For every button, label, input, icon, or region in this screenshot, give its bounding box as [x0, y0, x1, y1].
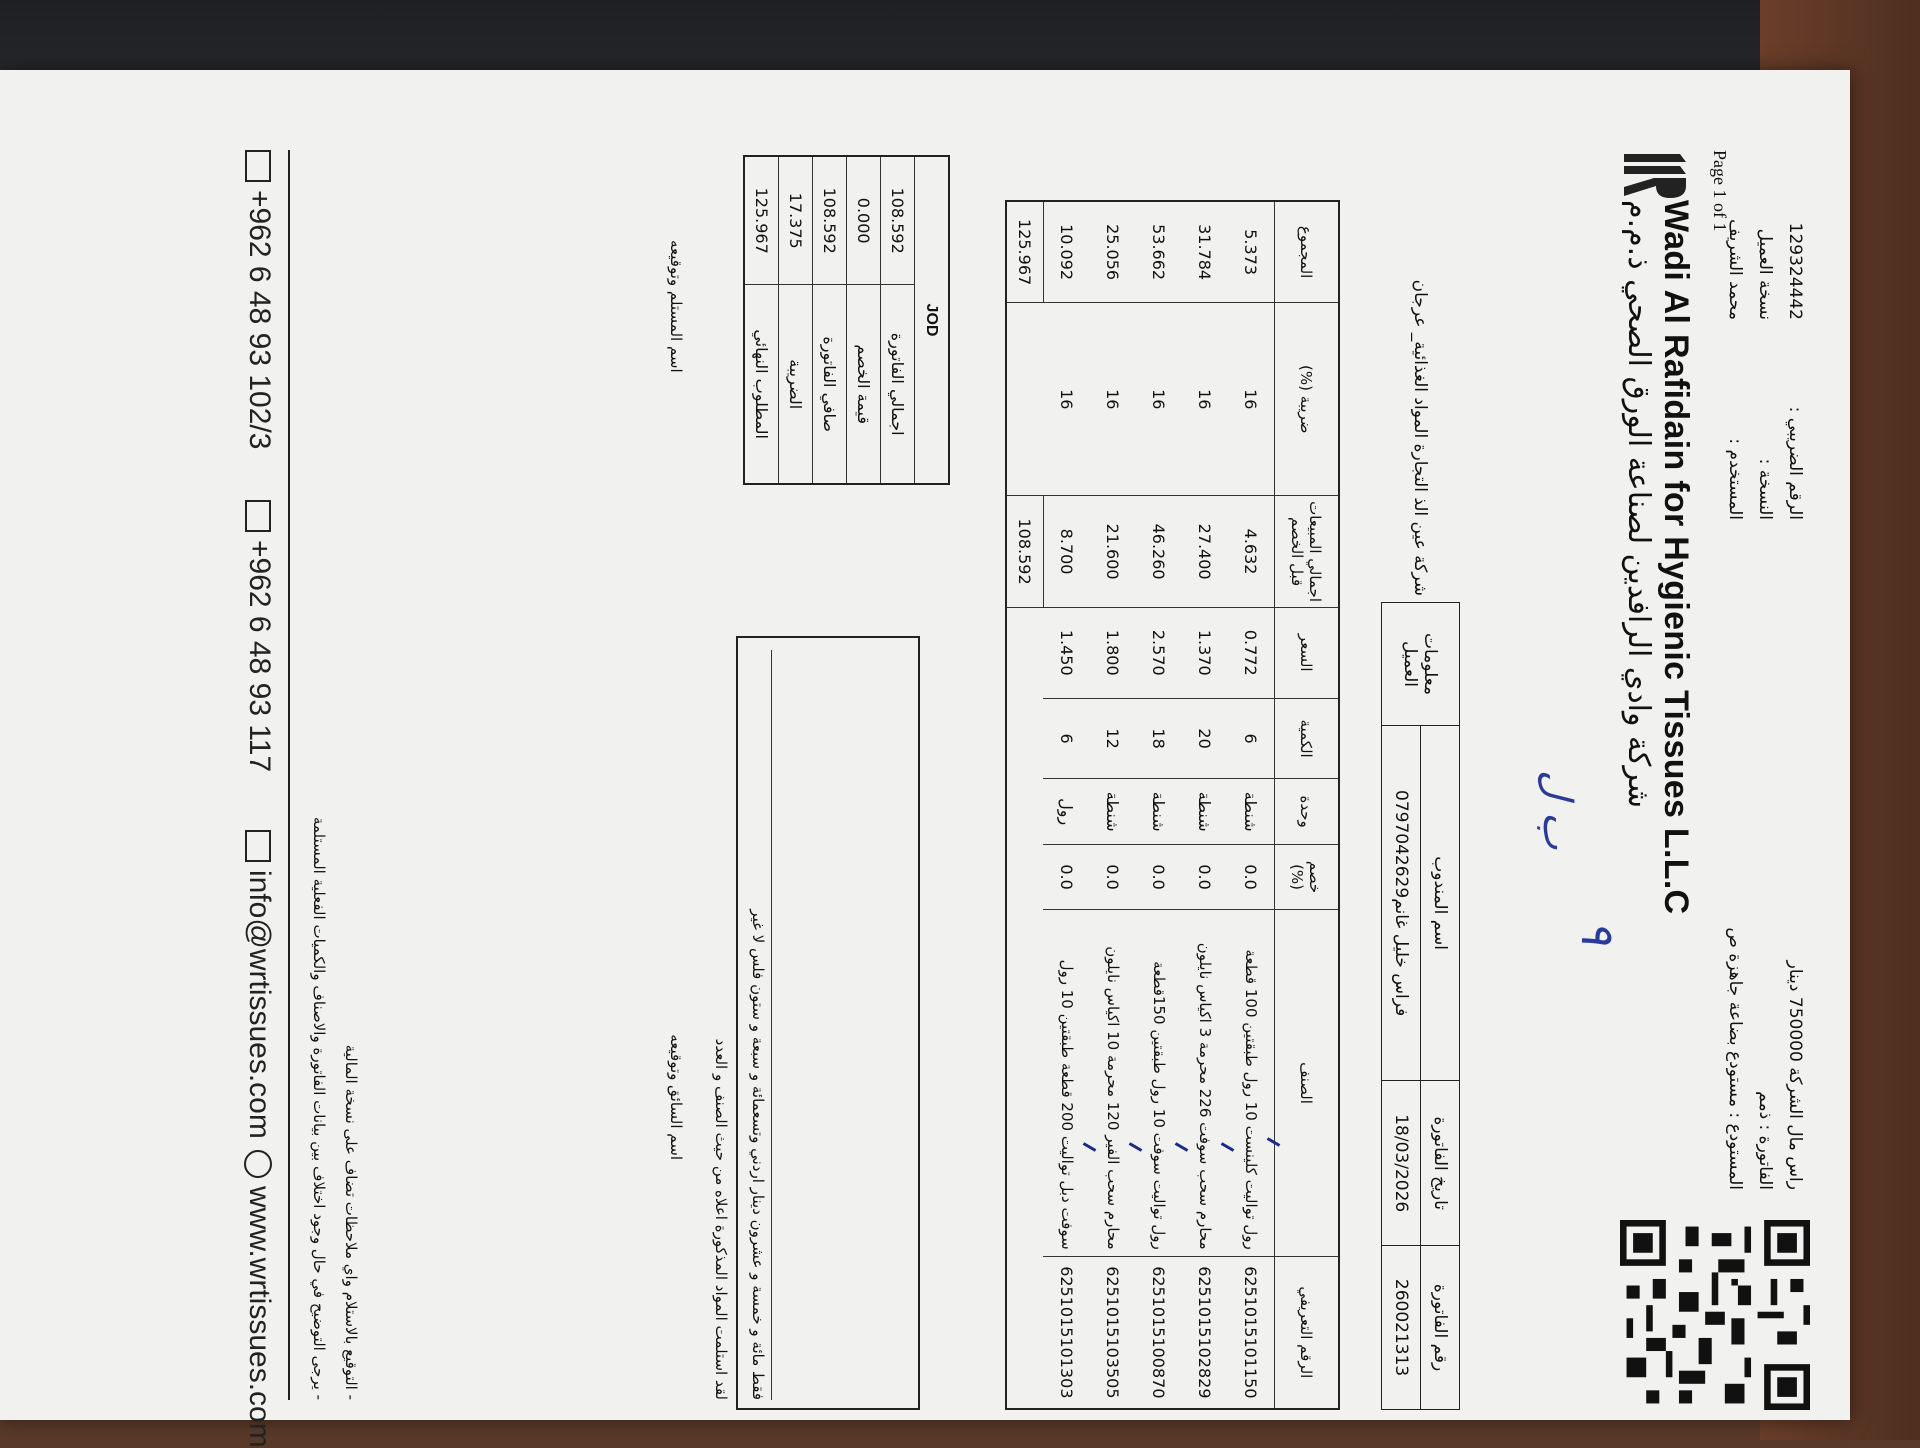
disclaimer-signature: - التوقيع بالاستلام واي ملاحظات تضاف على نسخة المالية: [342, 1044, 360, 1400]
items-table: [1005, 200, 1340, 1410]
item-description: محارم سحب سوفت 226 محرمة 3 اكياس نايلون: [1182, 910, 1228, 1256]
fax-number: +962 6 48 93 102/3: [243, 190, 276, 450]
header-company-info: [1720, 927, 1810, 1190]
item-description: رول تواليت سوفت 10 رول طبقتين 150قطعة: [1136, 910, 1182, 1256]
totals-row: [881, 156, 915, 484]
invoice-number: 260021313: [1382, 1246, 1421, 1410]
totals-value: 108.592: [813, 156, 847, 285]
col-description: الصنف: [1275, 910, 1340, 1256]
invoice-date-label: تاريخ الفاتورة: [1421, 1081, 1460, 1246]
currency-label: JOD: [915, 156, 950, 484]
table-row: [1182, 201, 1228, 1409]
disclaimer-discrepancy: - يرجى التوضيح في حال وجود اختلاف بين بيانات الفاتورة والاصناف والكميات الفعلية المستلمة: [310, 816, 328, 1400]
col-discount: خصم (%): [1275, 844, 1340, 909]
web-contact: [242, 1150, 276, 1448]
fax-icon: [245, 150, 271, 182]
item-gross: 4.632: [1228, 496, 1275, 607]
totals-row: [744, 156, 779, 484]
header-values: [1720, 219, 1810, 320]
user-label: المستخدم :: [1725, 438, 1745, 520]
totals-value: 125.967: [744, 156, 779, 285]
item-tax: 16: [1090, 303, 1136, 496]
item-discount: 0.0: [1182, 844, 1228, 909]
item-quantity: 12: [1090, 698, 1136, 779]
col-unit: وحدة: [1275, 779, 1340, 844]
page-number: Page 1 of 1: [1710, 150, 1730, 232]
item-tax: 16: [1182, 303, 1228, 496]
item-quantity: 6: [1228, 698, 1275, 779]
email-contact: [242, 830, 276, 1139]
col-gross: اجمالي المبيعات قبل الخصم: [1275, 496, 1340, 607]
item-price: 1.370: [1182, 607, 1228, 698]
table-row: [1228, 201, 1275, 1409]
sum-total: 125.967: [1006, 201, 1044, 303]
item-unit: شنطة: [1182, 779, 1228, 844]
company-name-english: Wadi Al Rafidain for Hygienic Tissues L.L.C: [1657, 200, 1695, 915]
invoice-content: [0, 110, 1880, 1448]
amount-in-words: فقط مائة و خمسة و عشرون دينار اردني وتسعمائة و سبعة و ستون فلس لا غير: [749, 650, 772, 1400]
item-total: 25.056: [1090, 201, 1136, 303]
footer-contacts: [228, 150, 290, 1448]
phone-contact: [242, 500, 276, 772]
totals-value: 108.592: [881, 156, 915, 285]
item-code: 6251015101150: [1228, 1256, 1275, 1409]
email-icon: [245, 830, 271, 862]
website: www.wrtissues.com: [243, 1186, 276, 1448]
driver-signature-label: اسم السائق وتوقيعه: [667, 1034, 685, 1160]
company-capital: راس مال الشركة 750000 دينار: [1785, 960, 1805, 1190]
item-description: رول تواليت كلينست 10 رول طبقتين 100 قطعة: [1228, 910, 1275, 1256]
item-total: 10.092: [1044, 201, 1091, 303]
company-logo-icon: [1620, 150, 1690, 200]
item-tax: 16: [1044, 303, 1091, 496]
invoice-date: 18/03/2026: [1382, 1081, 1421, 1246]
item-gross: 8.700: [1044, 496, 1091, 607]
item-discount: 0.0: [1044, 844, 1091, 909]
item-code: 6251015100870: [1136, 1256, 1182, 1409]
item-total: 5.373: [1228, 201, 1275, 303]
item-quantity: 20: [1182, 698, 1228, 779]
col-price: السعر: [1275, 607, 1340, 698]
invoice-number-label: رقم الفاتورة: [1421, 1246, 1460, 1410]
company-name-arabic: شركة وادي الرافدين لصناعة الورق الصحي ذ.م.م: [1621, 200, 1656, 809]
fax-contact: [242, 150, 276, 449]
item-unit: شنطة: [1090, 779, 1136, 844]
item-description: محارم سحب الفير 120 محرمة 10 اكياس نايلون: [1090, 910, 1136, 1256]
item-price: 1.800: [1090, 607, 1136, 698]
handwritten-mark: ٩: [1571, 920, 1625, 945]
phone-number: +962 6 48 93 117: [243, 540, 276, 773]
item-price: 2.570: [1136, 607, 1182, 698]
items-sum-row: [1006, 201, 1044, 1409]
header-labels: [1720, 407, 1810, 520]
item-total: 31.784: [1182, 201, 1228, 303]
table-row: [1044, 201, 1091, 1409]
sales-rep: فراس خليل غانم0797042629: [1382, 726, 1421, 1081]
tax-number-value: 129324442: [1785, 222, 1805, 320]
totals-value: 0.000: [847, 156, 881, 285]
item-code: 6251015103505: [1090, 1256, 1136, 1409]
item-gross: 46.260: [1136, 496, 1182, 607]
item-gross: 21.600: [1090, 496, 1136, 607]
copy-value: نسخة العميل: [1755, 228, 1775, 320]
copy-label: النسخة :: [1755, 458, 1775, 520]
col-total: المجموع: [1275, 201, 1340, 303]
totals-value: 17.375: [779, 156, 813, 285]
item-tax: 16: [1228, 303, 1275, 496]
item-discount: 0.0: [1090, 844, 1136, 909]
invoice-info-table: [1381, 200, 1460, 1410]
item-price: 0.772: [1228, 607, 1275, 698]
item-unit: شنطة: [1228, 779, 1275, 844]
col-tax: ضريبة (%): [1275, 303, 1340, 496]
item-tax: 16: [1136, 303, 1182, 496]
totals-table: [743, 155, 950, 485]
items-header-row: [1275, 201, 1340, 1409]
tax-number-label: الرقم الضريبي :: [1785, 406, 1805, 520]
customer-name: شركة عين الذ التجارة المواد الغذائية_ عرجان: [1410, 279, 1431, 596]
received-statement: لقد استلمت المواد المذكورة اعلاه من حيث الصنف و العدد: [712, 1038, 730, 1400]
phone-icon: [245, 500, 271, 532]
totals-label: قيمة الخصم: [847, 285, 881, 484]
qr-code-icon: [1620, 1220, 1810, 1410]
item-quantity: 6: [1044, 698, 1091, 779]
notes-box: [736, 636, 920, 1410]
item-description: سوفت دبل تواليت 200 قطعة طبقتين 10 رول: [1044, 910, 1091, 1256]
col-code: الرقم التعريفي: [1275, 1256, 1340, 1409]
totals-row: [813, 156, 847, 484]
email-address: info@wrtissues.com: [243, 870, 276, 1139]
item-discount: 0.0: [1228, 844, 1275, 909]
customer-info-label: معلومات العميل: [1382, 603, 1460, 726]
sum-gross: 108.592: [1006, 496, 1044, 607]
item-code: 6251015101303: [1044, 1256, 1091, 1409]
user-value: محمد الشريف: [1725, 218, 1745, 320]
receiver-signature-label: اسم المستلم وتوقيعه: [667, 240, 685, 373]
sales-rep-label: اسم المندوب: [1421, 726, 1460, 1081]
item-unit: شنطة: [1136, 779, 1182, 844]
totals-label: المطلوب النهائي: [744, 285, 779, 484]
item-gross: 27.400: [1182, 496, 1228, 607]
totals-row: [847, 156, 881, 484]
totals-label: الضريبة: [779, 285, 813, 484]
invoice-type: الفاتورة : ذمم: [1755, 1091, 1775, 1190]
item-code: 6251015102829: [1182, 1256, 1228, 1409]
totals-row: [779, 156, 813, 484]
totals-label: صافي الفاتورة: [813, 285, 847, 484]
item-price: 1.450: [1044, 607, 1091, 698]
item-quantity: 18: [1136, 698, 1182, 779]
handwritten-initials: ب ل: [1534, 770, 1580, 850]
company-brand: [1621, 200, 1695, 914]
item-total: 53.662: [1136, 201, 1182, 303]
globe-icon: [244, 1150, 272, 1178]
col-quantity: الكمية: [1275, 698, 1340, 779]
warehouse: المستودع : مستودع بضاعة جاهزة ص: [1725, 927, 1745, 1190]
table-row: [1090, 201, 1136, 1409]
item-unit: رول: [1044, 779, 1091, 844]
table-row: [1136, 201, 1182, 1409]
item-discount: 0.0: [1136, 844, 1182, 909]
totals-label: اجمالي الفاتورة: [881, 285, 915, 484]
